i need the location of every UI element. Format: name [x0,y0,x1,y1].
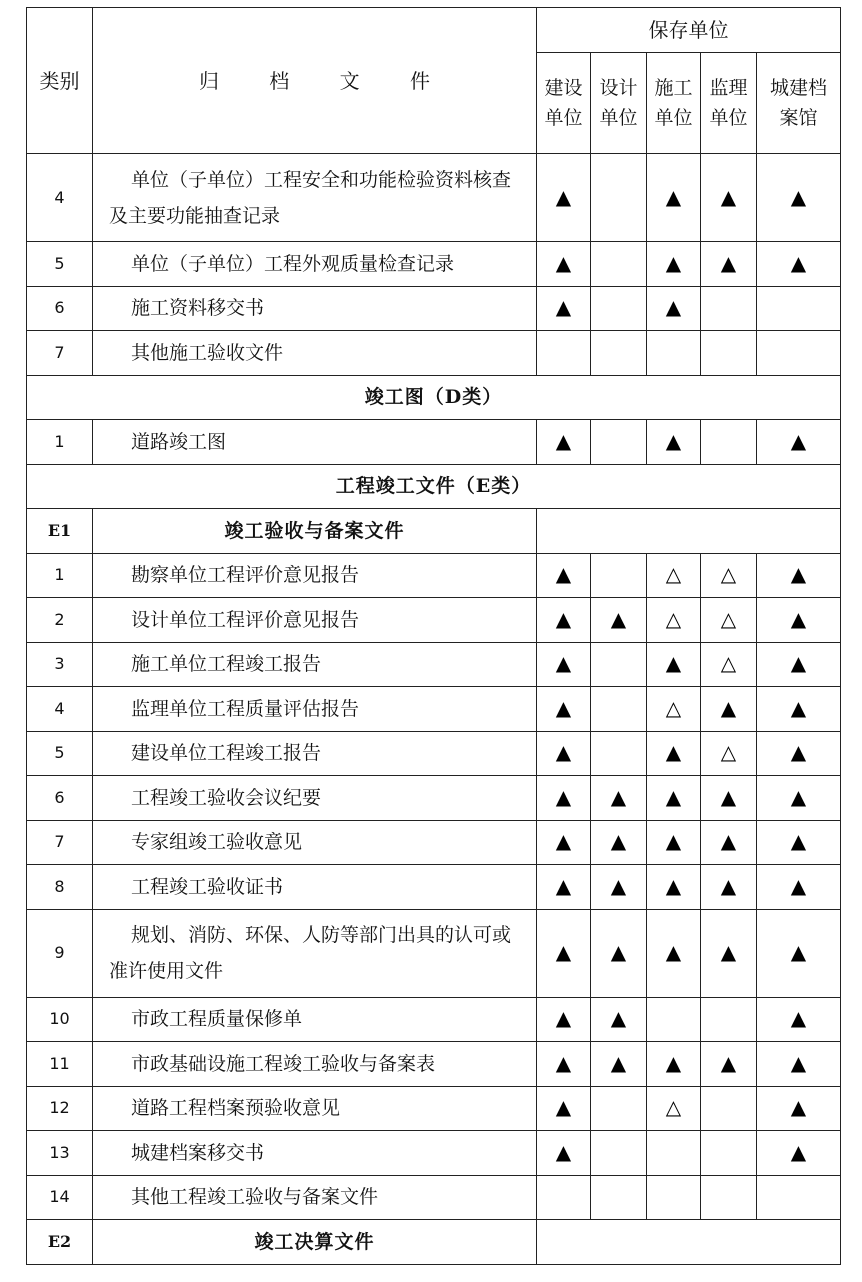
filled-triangle-icon: ▲ [555,784,572,809]
unit-header-line: 单位 [544,107,583,129]
storage-cell [647,731,701,776]
section-title: 竣工图（D类） [27,375,841,420]
storage-cell [591,286,647,331]
row-number: 3 [27,642,93,687]
filled-triangle-icon: ▲ [665,1050,682,1075]
table-row [27,865,841,910]
filled-triangle-icon: ▲ [555,250,572,275]
storage-cell [591,1175,647,1220]
storage-cell [647,820,701,865]
document-name [93,776,537,821]
table-row [27,909,841,997]
storage-cell [591,731,647,776]
storage-cell [701,154,757,242]
table-row [27,598,841,643]
document-text: 施工资料移交书 [131,297,265,320]
storage-cell [647,865,701,910]
storage-cell [591,997,647,1042]
document-name [93,687,537,732]
filled-triangle-icon: ▲ [720,873,737,898]
unit-header [537,53,591,154]
storage-cell [647,776,701,821]
filled-triangle-icon: ▲ [610,829,627,854]
storage-cell [701,687,757,732]
table-row [27,242,841,287]
row-number: 9 [27,909,93,997]
storage-cell [591,865,647,910]
storage-cell [647,1175,701,1220]
storage-cell [701,731,757,776]
filled-triangle-icon: ▲ [790,695,807,720]
storage-cell [647,1086,701,1131]
filled-triangle-icon: ▲ [555,1006,572,1031]
document-text: 单位（子单位）工程安全和功能检验资料核查及主要功能抽查记录 [109,168,512,227]
filled-triangle-icon: ▲ [790,1006,807,1031]
storage-cell [701,286,757,331]
storage-cell [591,1131,647,1176]
table-row [27,1086,841,1131]
table-row [27,820,841,865]
unit-header [757,53,841,154]
storage-cell [647,687,701,732]
storage-cell [647,1131,701,1176]
document-text: 施工单位工程竣工报告 [131,653,322,676]
archive-table [26,7,841,1265]
filled-triangle-icon: ▲ [610,1050,627,1075]
document-text: 专家组竣工验收意见 [131,831,303,854]
filled-triangle-icon: ▲ [720,250,737,275]
filled-triangle-icon: ▲ [665,184,682,209]
document-name [93,1086,537,1131]
subsection-row [27,509,841,554]
document-text: 勘察单位工程评价意见报告 [131,564,360,587]
hollow-triangle-icon: △ [665,695,682,720]
unit-header-line: 城建档 [769,77,827,99]
filled-triangle-icon: ▲ [790,740,807,765]
document-name [93,286,537,331]
storage-cell [757,154,841,242]
table-row [27,776,841,821]
document-name [93,1175,537,1220]
filled-triangle-icon: ▲ [555,1050,572,1075]
table-body [27,154,841,1265]
filled-triangle-icon: ▲ [555,873,572,898]
unit-header-line: 单位 [654,107,693,129]
unit-header-line: 建设 [544,77,583,99]
row-number: 1 [27,420,93,465]
filled-triangle-icon: ▲ [665,829,682,854]
document-name [93,420,537,465]
table-row [27,731,841,776]
storage-header: 保存单位 [537,8,841,53]
row-number: 5 [27,731,93,776]
filled-triangle-icon: ▲ [790,829,807,854]
storage-cell [757,1131,841,1176]
filled-triangle-icon: ▲ [790,250,807,275]
storage-cell [757,1086,841,1131]
filled-triangle-icon: ▲ [555,562,572,587]
unit-header-line: 监理 [709,77,748,99]
storage-cell [757,731,841,776]
storage-cell [537,331,591,376]
document-name [93,731,537,776]
unit-header-line: 单位 [599,107,638,129]
document-text: 道路工程档案预验收意见 [131,1097,341,1120]
row-number: 7 [27,331,93,376]
storage-cell [537,731,591,776]
storage-cell [647,553,701,598]
filled-triangle-icon: ▲ [790,184,807,209]
storage-cell [701,1086,757,1131]
document-name [93,1131,537,1176]
document-name [93,997,537,1042]
table-row [27,420,841,465]
row-number: 5 [27,242,93,287]
document-text: 市政工程质量保修单 [131,1008,303,1031]
filled-triangle-icon: ▲ [790,784,807,809]
storage-cell [701,1131,757,1176]
storage-cell [537,865,591,910]
row-number: 13 [27,1131,93,1176]
filled-triangle-icon: ▲ [665,250,682,275]
storage-cell [591,553,647,598]
hollow-triangle-icon: △ [720,562,737,587]
storage-cell [591,687,647,732]
storage-cell [701,242,757,287]
storage-cell [537,1131,591,1176]
table-row [27,331,841,376]
storage-cell [537,1042,591,1087]
storage-cell [757,909,841,997]
document-name [93,909,537,997]
unit-header [701,53,757,154]
filled-triangle-icon: ▲ [720,940,737,964]
document-name [93,331,537,376]
subsection-code: E1 [27,509,93,554]
row-number: 2 [27,598,93,643]
filled-triangle-icon: ▲ [665,740,682,765]
table-header [27,8,841,154]
storage-cell [537,286,591,331]
filled-triangle-icon: ▲ [610,873,627,898]
document-name [93,242,537,287]
storage-cell [701,1175,757,1220]
document-text: 工程竣工验收证书 [131,875,284,898]
storage-cell [647,1042,701,1087]
filled-triangle-icon: ▲ [555,829,572,854]
row-number: 4 [27,687,93,732]
filled-triangle-icon: ▲ [790,873,807,898]
unit-header-line: 案馆 [779,107,818,129]
row-number: 8 [27,865,93,910]
filled-triangle-icon: ▲ [555,428,572,453]
document-text: 其他工程竣工验收与备案文件 [131,1186,379,1209]
filled-triangle-icon: ▲ [720,829,737,854]
storage-cell [591,820,647,865]
filled-triangle-icon: ▲ [555,1095,572,1120]
storage-cell [701,420,757,465]
section-row [27,375,841,420]
subsection-title: 竣工验收与备案文件 [93,509,537,554]
filled-triangle-icon: ▲ [555,606,572,631]
storage-cell [757,331,841,376]
filled-triangle-icon: ▲ [665,295,682,320]
storage-cell [591,242,647,287]
filled-triangle-icon: ▲ [555,940,572,964]
document-text: 单位（子单位）工程外观质量检查记录 [131,252,455,275]
storage-cell [591,776,647,821]
table-row [27,154,841,242]
storage-cell [537,242,591,287]
storage-cell [647,286,701,331]
filled-triangle-icon: ▲ [790,562,807,587]
table-row [27,553,841,598]
storage-cell [757,286,841,331]
row-number: 7 [27,820,93,865]
document-name [93,642,537,687]
filled-triangle-icon: ▲ [555,695,572,720]
hollow-triangle-icon: △ [720,606,737,631]
storage-cell [757,553,841,598]
row-number: 4 [27,154,93,242]
hollow-triangle-icon: △ [720,740,737,765]
filled-triangle-icon: ▲ [610,940,627,964]
document-text: 规划、消防、环保、人防等部门出具的认可或准许使用文件 [109,924,512,982]
table-row [27,1042,841,1087]
storage-cell [537,1175,591,1220]
row-number: 6 [27,286,93,331]
row-number: 11 [27,1042,93,1087]
filled-triangle-icon: ▲ [720,1050,737,1075]
document-name [93,1042,537,1087]
filled-triangle-icon: ▲ [555,1139,572,1164]
category-header: 类别 [27,8,93,154]
storage-cell [757,687,841,732]
storage-cell [537,420,591,465]
subsection-row [27,1220,841,1265]
unit-header [647,53,701,154]
unit-header-line: 设计 [599,77,638,99]
document-header: 归 档 文 件 [93,8,537,154]
filled-triangle-icon: ▲ [665,784,682,809]
storage-cell [591,420,647,465]
row-number: 10 [27,997,93,1042]
filled-triangle-icon: ▲ [555,651,572,676]
filled-triangle-icon: ▲ [790,428,807,453]
unit-header-line: 单位 [709,107,748,129]
table-row [27,997,841,1042]
storage-cell [701,997,757,1042]
storage-cell [701,865,757,910]
storage-cell [591,909,647,997]
storage-cell [647,598,701,643]
row-number: 1 [27,553,93,598]
storage-cell [591,154,647,242]
filled-triangle-icon: ▲ [720,695,737,720]
filled-triangle-icon: ▲ [665,428,682,453]
filled-triangle-icon: ▲ [555,295,572,320]
storage-cell [701,909,757,997]
storage-cell [647,909,701,997]
unit-header [591,53,647,154]
storage-cell [757,420,841,465]
storage-cell [591,642,647,687]
storage-cell [757,865,841,910]
filled-triangle-icon: ▲ [665,873,682,898]
filled-triangle-icon: ▲ [555,184,572,209]
storage-cell [537,553,591,598]
storage-cell [701,776,757,821]
storage-cell [647,331,701,376]
filled-triangle-icon: ▲ [790,940,807,964]
storage-cell [757,820,841,865]
document-name [93,553,537,598]
filled-triangle-icon: ▲ [665,940,682,964]
subsection-code: E2 [27,1220,93,1265]
storage-cell [537,997,591,1042]
table-row [27,1131,841,1176]
storage-cell [537,776,591,821]
storage-cell [701,598,757,643]
unit-header-line: 施工 [654,77,693,99]
storage-cell [757,1042,841,1087]
document-name [93,820,537,865]
storage-cell [701,820,757,865]
document-text: 监理单位工程质量评估报告 [131,697,360,720]
table-row [27,642,841,687]
storage-cell [537,1086,591,1131]
row-number: 6 [27,776,93,821]
subsection-title: 竣工决算文件 [93,1220,537,1265]
storage-cell [537,154,591,242]
storage-cell [757,776,841,821]
storage-cell [591,1086,647,1131]
document-name [93,154,537,242]
storage-cell [701,642,757,687]
filled-triangle-icon: ▲ [720,184,737,209]
storage-cell [647,420,701,465]
table-row [27,286,841,331]
hollow-triangle-icon: △ [665,562,682,587]
row-number: 12 [27,1086,93,1131]
document-name [93,865,537,910]
row-number: 14 [27,1175,93,1220]
document-text: 建设单位工程竣工报告 [131,742,322,765]
filled-triangle-icon: ▲ [610,784,627,809]
document-text: 城建档案移交书 [131,1141,265,1164]
document-text: 其他施工验收文件 [131,341,284,364]
storage-cell [757,642,841,687]
filled-triangle-icon: ▲ [790,1095,807,1120]
hollow-triangle-icon: △ [665,606,682,631]
document-text: 道路竣工图 [131,430,227,453]
hollow-triangle-icon: △ [720,651,737,676]
filled-triangle-icon: ▲ [720,784,737,809]
storage-cell [537,642,591,687]
storage-cell [757,1175,841,1220]
storage-cell [701,1042,757,1087]
storage-cell [537,598,591,643]
section-title: 工程竣工文件（E类） [27,464,841,509]
document-text: 市政基础设施工程竣工验收与备案表 [131,1052,436,1075]
storage-cell [701,331,757,376]
storage-cell [757,997,841,1042]
filled-triangle-icon: ▲ [610,606,627,631]
table-row [27,687,841,732]
document-text: 设计单位工程评价意见报告 [131,608,360,631]
storage-cell [647,642,701,687]
subsection-blank [537,509,841,554]
table-row [27,1175,841,1220]
storage-cell [591,331,647,376]
storage-cell [537,909,591,997]
storage-cell [537,687,591,732]
section-row [27,464,841,509]
filled-triangle-icon: ▲ [555,740,572,765]
storage-cell [647,997,701,1042]
storage-cell [647,242,701,287]
filled-triangle-icon: ▲ [790,1050,807,1075]
storage-cell [701,553,757,598]
hollow-triangle-icon: △ [665,1095,682,1120]
storage-cell [537,820,591,865]
storage-cell [757,242,841,287]
document-name [93,598,537,643]
document-text: 工程竣工验收会议纪要 [131,786,322,809]
filled-triangle-icon: ▲ [790,651,807,676]
filled-triangle-icon: ▲ [790,1139,807,1164]
storage-cell [591,598,647,643]
storage-cell [591,1042,647,1087]
subsection-blank [537,1220,841,1265]
storage-cell [647,154,701,242]
filled-triangle-icon: ▲ [665,651,682,676]
storage-cell [757,598,841,643]
filled-triangle-icon: ▲ [790,606,807,631]
filled-triangle-icon: ▲ [610,1006,627,1031]
